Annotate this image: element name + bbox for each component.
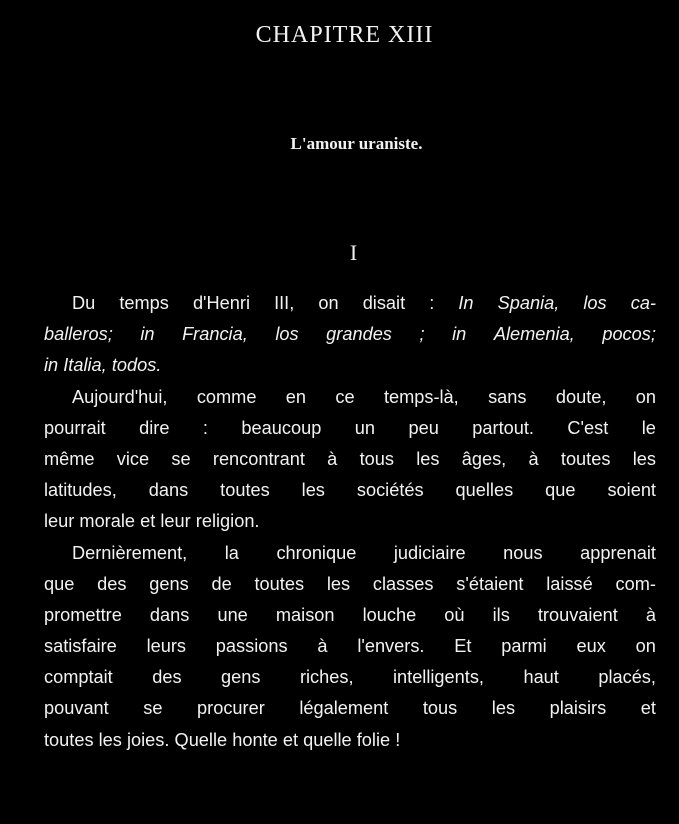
word: apprenait — [580, 542, 656, 563]
word: les — [632, 448, 656, 469]
word: ; — [419, 324, 425, 345]
text-line — [44, 475, 656, 506]
text-line — [44, 506, 656, 537]
word: passions — [215, 636, 288, 657]
word: en — [285, 386, 307, 407]
word: vice — [116, 448, 150, 469]
word: honte — [232, 729, 278, 750]
word: dans — [148, 480, 189, 501]
word: comptait — [44, 667, 113, 688]
word: : — [202, 417, 208, 438]
word: toutes — [44, 729, 94, 750]
word: riches, — [299, 667, 354, 688]
word: toutes — [220, 480, 270, 501]
word: maison — [275, 604, 335, 625]
body-text — [44, 288, 656, 756]
part-numeral: I — [349, 240, 358, 265]
word: laissé — [546, 573, 593, 594]
word: âges, — [461, 448, 507, 469]
text-line — [44, 382, 656, 413]
word: tous — [359, 448, 394, 469]
word: joies. — [126, 729, 170, 750]
word: d'Henri — [192, 293, 250, 313]
text-line — [44, 288, 656, 319]
word: on — [635, 386, 656, 407]
word: peu — [408, 417, 439, 438]
word: ils — [492, 604, 510, 625]
word: se — [143, 698, 163, 719]
text-line — [44, 600, 656, 631]
word: que — [44, 573, 75, 594]
word: quelle — [303, 729, 352, 750]
word: les — [301, 480, 325, 501]
word: sans — [488, 386, 527, 407]
word: classes — [372, 573, 434, 594]
word: les — [491, 698, 516, 719]
word: Spania, — [497, 293, 560, 313]
word: In — [458, 293, 474, 313]
word: et — [640, 698, 656, 719]
word: les — [98, 729, 122, 750]
text-line — [44, 569, 656, 600]
word: le — [641, 417, 656, 438]
word: Et — [454, 636, 472, 657]
word: temps — [119, 293, 169, 313]
word: latitudes, — [44, 480, 117, 501]
word: eux — [576, 636, 606, 657]
word: Dernièrement, — [72, 542, 188, 563]
word: on — [318, 293, 339, 313]
word: haut — [523, 667, 559, 688]
word: soient — [607, 480, 656, 501]
word: trouvaient — [537, 604, 618, 625]
word: à — [528, 448, 539, 469]
word: Alemenia, — [493, 324, 575, 345]
text-line — [44, 319, 656, 350]
word: où — [444, 604, 465, 625]
word: un — [354, 417, 376, 438]
word: et — [140, 511, 156, 532]
text-line — [44, 693, 656, 724]
word: disait — [362, 293, 406, 313]
word: quelles — [455, 480, 514, 501]
word: une — [217, 604, 248, 625]
word: procurer — [197, 698, 265, 719]
word: satisfaire — [44, 636, 117, 657]
section-title: L'amour uraniste. — [290, 134, 423, 153]
word: à — [327, 448, 338, 469]
word: rencontrant — [212, 448, 305, 469]
word: placés, — [598, 667, 656, 688]
word: chronique — [276, 542, 357, 563]
word: doute, — [555, 386, 607, 407]
word: ce — [335, 386, 355, 407]
word: que — [545, 480, 576, 501]
word: pouvant — [44, 698, 109, 719]
text-line — [44, 444, 656, 475]
word: toutes — [560, 448, 611, 469]
word: com- — [615, 573, 656, 594]
word: leur — [44, 511, 75, 532]
word: des — [97, 573, 127, 594]
word: les — [416, 448, 440, 469]
word: nous — [503, 542, 543, 563]
word: Aujourd'hui, — [72, 386, 168, 407]
word: Italia, — [63, 355, 107, 376]
word: temps-là, — [383, 386, 459, 407]
word: ca- — [630, 293, 656, 313]
word: pocos; — [602, 324, 656, 345]
word: on — [635, 636, 656, 657]
word: ! — [395, 729, 401, 750]
word: tous — [422, 698, 458, 719]
word: todos. — [111, 355, 162, 376]
word: légalement — [299, 698, 389, 719]
word: à — [317, 636, 328, 657]
word: balleros; — [44, 324, 113, 345]
word: pourrait — [44, 417, 106, 438]
word: louche — [362, 604, 417, 625]
word: dans — [149, 604, 190, 625]
word: l'envers. — [357, 636, 425, 657]
word: gens — [149, 573, 189, 594]
word: C'est — [567, 417, 609, 438]
word: à — [645, 604, 656, 625]
word: des — [152, 667, 182, 688]
word: la — [224, 542, 239, 563]
word: dire — [139, 417, 170, 438]
word: comme — [196, 386, 257, 407]
word: : — [429, 293, 435, 313]
word: los — [275, 324, 299, 345]
word: beaucoup — [241, 417, 322, 438]
word: leurs — [146, 636, 186, 657]
word: s'étaient — [456, 573, 524, 594]
text-line — [44, 662, 656, 693]
text-line — [44, 413, 656, 444]
text-line — [44, 725, 656, 756]
word: judiciaire — [393, 542, 466, 563]
word: les — [326, 573, 351, 594]
word: Francia, — [182, 324, 248, 345]
word: promettre — [44, 604, 122, 625]
word: religion. — [195, 511, 260, 532]
word: partout. — [472, 417, 534, 438]
word: et — [282, 729, 298, 750]
word: in — [452, 324, 467, 345]
word: toutes — [254, 573, 305, 594]
word: morale — [79, 511, 136, 532]
word: III, — [274, 293, 295, 313]
word: se — [171, 448, 191, 469]
word: intelligents, — [392, 667, 484, 688]
word: grandes — [326, 324, 392, 345]
word: gens — [221, 667, 261, 688]
word: parmi — [501, 636, 547, 657]
word: de — [211, 573, 232, 594]
word: sociétés — [356, 480, 424, 501]
word: los — [583, 293, 607, 313]
word: plaisirs — [549, 698, 607, 719]
word: folie — [356, 729, 391, 750]
chapter-heading: CHAPITRE XIII — [255, 22, 434, 48]
word: même — [44, 448, 95, 469]
word: Quelle — [174, 729, 228, 750]
text-line — [44, 350, 656, 381]
word: leur — [160, 511, 191, 532]
text-line — [44, 538, 656, 569]
word: in — [140, 324, 155, 345]
word: Du — [72, 293, 96, 313]
word: in — [44, 355, 59, 376]
text-line — [44, 631, 656, 662]
